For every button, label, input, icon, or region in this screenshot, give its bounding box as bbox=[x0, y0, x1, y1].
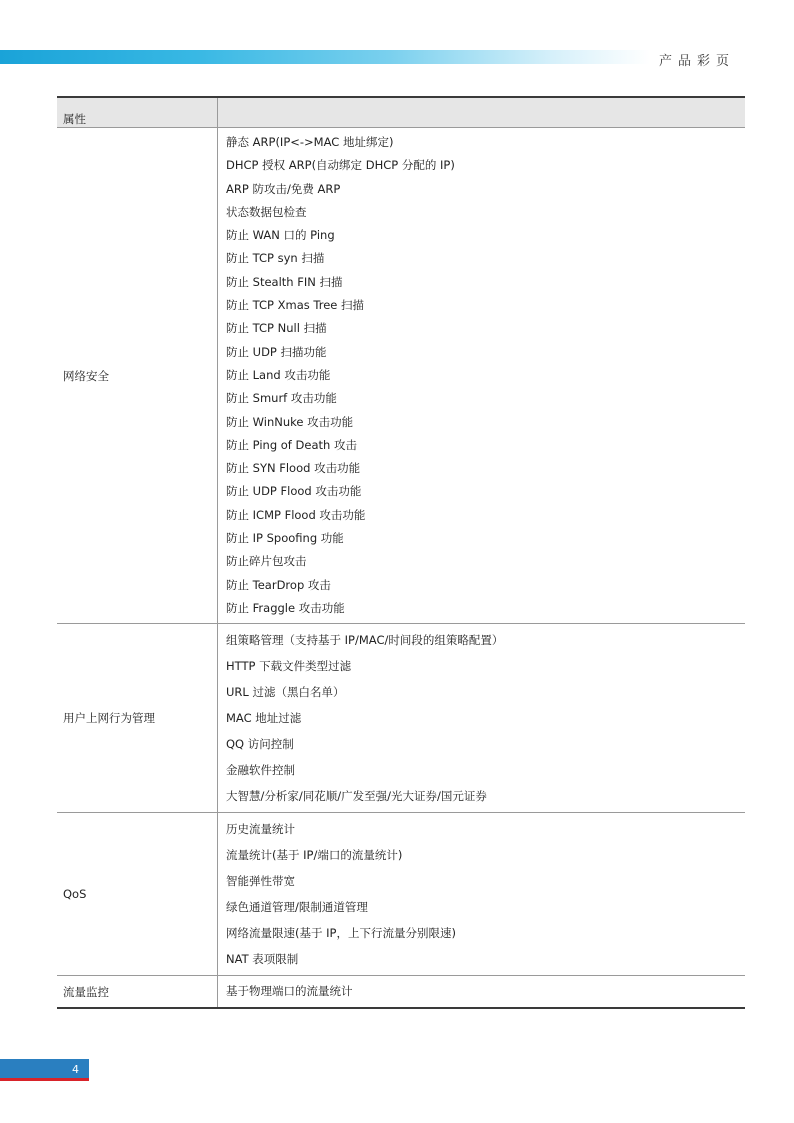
feature-item: DHCP 授权 ARP(自动绑定 DHCP 分配的 IP) bbox=[226, 158, 455, 173]
feature-item: URL 过滤（黑白名单） bbox=[226, 685, 345, 700]
feature-cell bbox=[218, 813, 746, 976]
feature-item: 防止 UDP Flood 攻击功能 bbox=[226, 484, 362, 499]
feature-item: 防止碎片包攻击 bbox=[226, 554, 307, 569]
feature-item: 防止 Land 攻击功能 bbox=[226, 367, 331, 382]
feature-item: 防止 WinNuke 攻击功能 bbox=[226, 414, 354, 429]
feature-item: HTTP 下载文件类型过滤 bbox=[226, 659, 352, 674]
feature-item: MAC 地址过滤 bbox=[226, 711, 302, 726]
feature-item: 智能弹性带宽 bbox=[226, 874, 295, 889]
feature-item: 防止 Smurf 攻击功能 bbox=[226, 391, 337, 406]
feature-item: QQ 访问控制 bbox=[226, 737, 294, 752]
spec-table bbox=[57, 96, 745, 1009]
feature-item: 状态数据包检查 bbox=[226, 204, 307, 219]
header-title: 产品彩页 bbox=[659, 54, 736, 69]
attribute-cell: 流量监控 bbox=[57, 976, 218, 1009]
feature-item: ARP 防攻击/免费 ARP bbox=[226, 181, 341, 196]
feature-item: 防止 UDP 扫描功能 bbox=[226, 344, 327, 359]
feature-item: 大智慧/分析家/同花顺/广发至强/光大证券/国元证券 bbox=[226, 789, 487, 804]
feature-item: 防止 IP Spoofing 功能 bbox=[226, 531, 344, 546]
column-header-attribute: 属性 bbox=[57, 97, 218, 128]
feature-item: 防止 TCP syn 扫描 bbox=[226, 251, 325, 266]
attribute-cell: 网络安全 bbox=[57, 128, 218, 624]
table-row bbox=[57, 624, 745, 813]
page-number: 4 bbox=[72, 1063, 79, 1076]
feature-item: 防止 TearDrop 攻击 bbox=[226, 577, 331, 592]
feature-cell bbox=[218, 976, 746, 1009]
feature-item: 网络流量限速(基于 IP，上下行流量分别限速) bbox=[226, 926, 456, 941]
feature-item: 防止 TCP Null 扫描 bbox=[226, 321, 327, 336]
feature-item: 基于物理端口的流量统计 bbox=[226, 984, 353, 999]
column-header-value bbox=[218, 97, 746, 128]
feature-item: 组策略管理（支持基于 IP/MAC/时间段的组策略配置） bbox=[226, 633, 504, 648]
feature-cell bbox=[218, 128, 746, 624]
feature-item: 防止 ICMP Flood 攻击功能 bbox=[226, 507, 366, 522]
table-row bbox=[57, 813, 745, 976]
feature-item: 防止 Ping of Death 攻击 bbox=[226, 437, 357, 452]
feature-item: 历史流量统计 bbox=[226, 822, 295, 837]
feature-item: 防止 Fraggle 攻击功能 bbox=[226, 600, 345, 615]
feature-item: 绿色通道管理/限制通道管理 bbox=[226, 900, 368, 915]
feature-item: 防止 Stealth FIN 扫描 bbox=[226, 274, 343, 289]
feature-item: 金融软件控制 bbox=[226, 763, 295, 778]
header-accent-bar bbox=[0, 50, 650, 64]
feature-item: 防止 SYN Flood 攻击功能 bbox=[226, 461, 361, 476]
feature-item: 静态 ARP(IP<->MAC 地址绑定) bbox=[226, 135, 394, 149]
feature-item: NAT 表项限制 bbox=[226, 952, 299, 967]
feature-item: 防止 TCP Xmas Tree 扫描 bbox=[226, 298, 365, 313]
table-row bbox=[57, 976, 745, 1009]
table-header-row bbox=[57, 97, 745, 128]
feature-cell bbox=[218, 624, 746, 813]
table-row bbox=[57, 128, 745, 624]
attribute-cell: 用户上网行为管理 bbox=[57, 624, 218, 813]
feature-item: 防止 WAN 口的 Ping bbox=[226, 228, 335, 243]
feature-item: 流量统计(基于 IP/端口的流量统计) bbox=[226, 848, 403, 863]
attribute-cell: QoS bbox=[57, 813, 218, 976]
